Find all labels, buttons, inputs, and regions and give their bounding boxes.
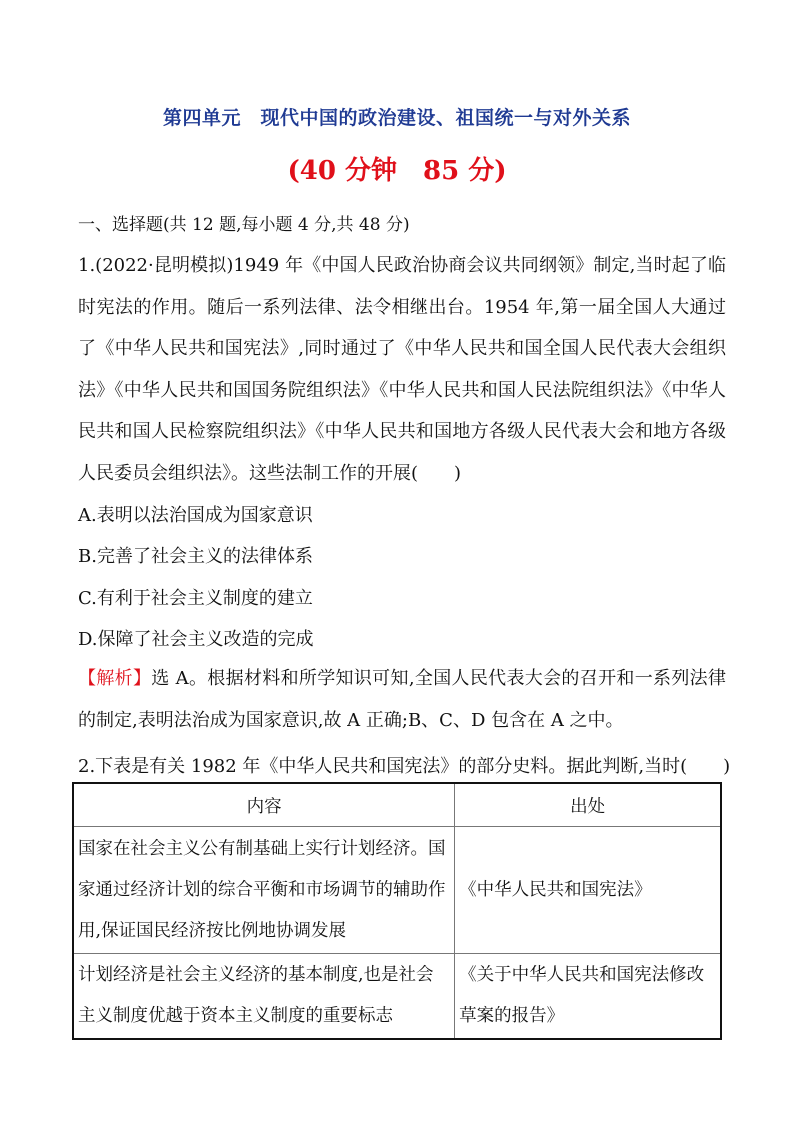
unit-title: 第四单元 现代中国的政治建设、祖国统一与对外关系 [162, 107, 631, 129]
table-header-row [73, 783, 721, 827]
table-row [73, 827, 721, 954]
source-table [72, 782, 722, 1040]
table-row [73, 954, 721, 1040]
question-1-analysis [78, 658, 726, 741]
question-1-option-d: D.保障了社会主义改造的完成 [78, 629, 314, 650]
table-header-source: 出处 [455, 783, 721, 827]
table-header-content: 内容 [73, 783, 455, 827]
question-1-option-c: C.有利于社会主义制度的建立 [78, 588, 313, 609]
table-cell-content: 国家在社会主义公有制基础上实行计划经济。国家通过经济计划的综合平衡和市场调节的辅助作用,保证国民经济按比例地协调发展 [73, 827, 455, 954]
question-1-stem: 1.(2022·昆明模拟)1949 年《中国人民政治协商会议共同纲领》制定,当时起了临时宪法的作用。随后一系列法律、法令相继出台。1954 年,第一届全国人大通过了《中华人民共和国宪法》,同时通过了《中华人民共和国全国人民代表大会组织法》《中华人民共和国国务院组织法》《中华人民共和国人民法院组织法》《中华人民共和国人民检察院组织法》《中华人民共和国地方各级人民代表大会和地方各级人民委员会组织法》。这些法制工作的开展( ) [78, 255, 726, 484]
question-1-option-b: B.完善了社会主义的法律体系 [78, 546, 313, 567]
table-cell-content: 计划经济是社会主义经济的基本制度,也是社会主义制度优越于资本主义制度的重要标志 [73, 954, 455, 1040]
section-heading: 一、选择题(共 12 题,每小题 4 分,共 48 分) [78, 215, 410, 235]
question-2-stem: 2.下表是有关 1982 年《中华人民共和国宪法》的部分史料。据此判断,当时( ) [78, 756, 731, 777]
table-cell-source: 《中华人民共和国宪法》 [455, 827, 721, 954]
time-score-heading: (40 分钟 85 分) [287, 156, 507, 186]
analysis-tag: 【解析】 [78, 668, 152, 689]
question-1-option-a: A.表明以法治国成为国家意识 [78, 505, 313, 526]
table-cell-source: 《关于中华人民共和国宪法修改草案的报告》 [455, 954, 721, 1040]
analysis-text: 选 A。根据材料和所学知识可知,全国人民代表大会的召开和一系列法律的制定,表明法治成为国家意识,故 A 正确;B、C、D 包含在 A 之中。 [78, 668, 726, 731]
